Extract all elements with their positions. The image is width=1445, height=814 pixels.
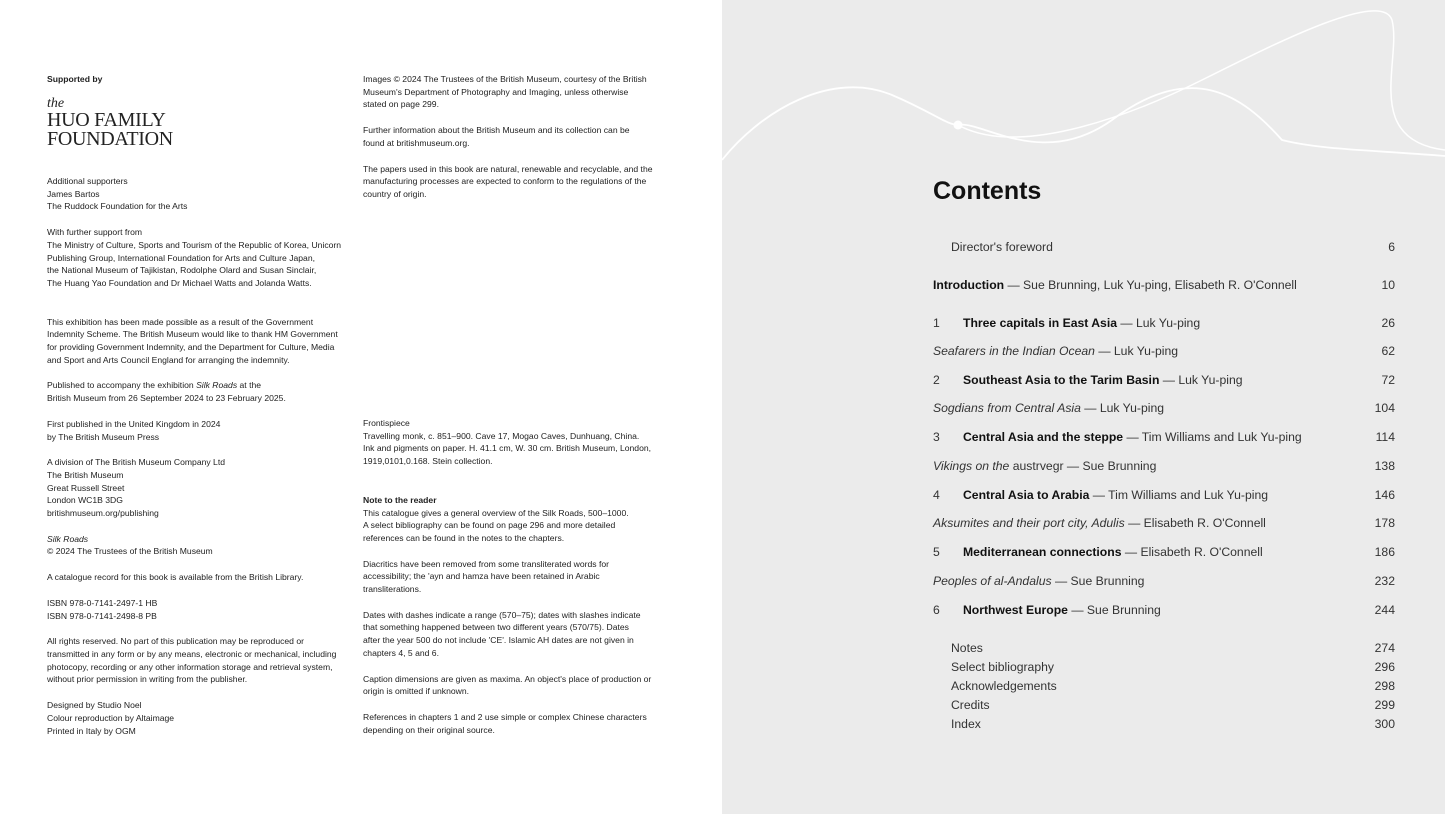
toc-page: 232	[1374, 574, 1395, 588]
toc-page: 274	[1374, 641, 1395, 655]
toc-entry-notes[interactable]	[951, 641, 1395, 655]
text-line: London WC1B 3DG	[47, 495, 123, 506]
toc-authors: — Sue Brunning	[1051, 574, 1145, 588]
toc-title: Sogdians from Central Asia	[933, 401, 1081, 415]
toc-authors: — Sue Brunning	[1067, 603, 1161, 617]
text-line: References in chapters 1 and 2 use simple or complex Chinese characters	[363, 711, 647, 722]
chapter-number: 3	[933, 430, 940, 444]
toc-label: Index	[951, 717, 981, 731]
toc-title: Vikings on the	[933, 459, 1013, 473]
text-line: transmitted in any form or by any means, electronic or mechanical, including	[47, 648, 337, 659]
text-line: Travelling monk, c. 851–900. Cave 17, Mogao Caves, Dunhuang, China.	[363, 430, 640, 441]
text-line: The Ruddock Foundation for the Arts	[47, 201, 188, 212]
chapter-number: 1	[933, 316, 940, 330]
text-line: depending on their original source.	[363, 724, 495, 735]
text-line: Diacritics have been removed from some transliterated words for	[363, 558, 609, 569]
chapter-number: 4	[933, 488, 940, 502]
toc-title: Aksumites and their port city, Adulis	[933, 516, 1125, 530]
toc-label: Notes	[951, 641, 983, 655]
toc-entry-foreword[interactable]	[951, 240, 1395, 254]
isbn-block	[47, 597, 357, 622]
note-heading: Note to the reader	[363, 494, 437, 505]
text-line: The papers used in this book are natural, renewable and recyclable, and the	[363, 163, 653, 174]
toc-entry-chapter-5[interactable]	[933, 545, 1395, 559]
toc-entry-index[interactable]	[951, 717, 1395, 731]
text-line: All rights reserved. No part of this publication may be reproduced or	[47, 636, 304, 647]
huo-family-foundation-logo	[47, 97, 173, 149]
text-line: origin is omitted if unknown.	[363, 686, 470, 697]
published-note	[47, 379, 357, 404]
text-line: Colour reproduction by Altaimage	[47, 712, 175, 723]
text-line: Museum's Department of Photography and Imaging, unless otherwise	[363, 86, 629, 97]
toc-page: 244	[1374, 603, 1395, 617]
exhibition-title: Silk Roads	[196, 380, 238, 391]
contents-title: Contents	[933, 177, 1042, 205]
toc-page: 138	[1374, 459, 1395, 473]
first-published	[47, 418, 357, 443]
toc-page: 146	[1374, 488, 1395, 502]
toc-entry-essay[interactable]	[933, 459, 1395, 473]
toc-page: 10	[1381, 278, 1395, 292]
toc-entry-essay[interactable]	[933, 344, 1395, 358]
text-line: Ink and pigments on paper. H. 41.1 cm, W. 30 cm. British Museum, London,	[363, 443, 652, 454]
middle-column-bottom	[363, 417, 693, 749]
text-line: Printed in Italy by OGM	[47, 725, 136, 736]
text-line: that something happened between two different years (570/75). Dates	[363, 622, 629, 633]
toc-authors: — Luk Yu-ping	[1117, 316, 1201, 330]
caption-note	[363, 673, 693, 698]
toc-authors: — Elisabeth R. O'Connell	[1124, 516, 1266, 530]
toc-page: 299	[1374, 698, 1395, 712]
text-line: The Huang Yao Foundation and Dr Michael Watts and Jolanda Watts.	[47, 277, 312, 288]
text-line: A division of The British Museum Company Ltd	[47, 457, 226, 468]
text-line: With further support from	[47, 227, 143, 238]
toc-page: 298	[1374, 679, 1395, 693]
toc-authors: — Sue Brunning	[1063, 459, 1157, 473]
text-line: stated on page 299.	[363, 99, 439, 110]
toc-page: 26	[1381, 316, 1395, 330]
toc-authors: — Luk Yu-ping	[1094, 344, 1179, 358]
left-column	[47, 73, 357, 86]
toc-page: 62	[1381, 344, 1395, 358]
logo-line1: HUO FAMILY	[47, 109, 166, 131]
text-line: The Ministry of Culture, Sports and Tourism of the Republic of Korea, Unicorn	[47, 239, 342, 250]
toc-authors: — Elisabeth R. O'Connell	[1121, 545, 1263, 559]
logo-line2: FOUNDATION	[47, 128, 173, 150]
chapter-number: 2	[933, 373, 940, 387]
toc-authors: — Luk Yu-ping	[1080, 401, 1165, 415]
toc-entry-introduction[interactable]	[933, 278, 1395, 292]
left-column-body	[47, 175, 357, 750]
toc-page: 296	[1374, 660, 1395, 674]
references-note	[363, 711, 693, 736]
diacritics-note	[363, 558, 693, 596]
frontispiece-caption	[363, 417, 693, 468]
publisher-address	[47, 456, 357, 520]
text-line: Images © 2024 The Trustees of the British Museum, courtesy of the British	[363, 74, 647, 84]
text-line: by The British Museum Press	[47, 431, 160, 442]
toc-entry-essay[interactable]	[933, 516, 1395, 530]
toc-label: Director's foreword	[951, 240, 1053, 254]
text-line: transliterations.	[363, 584, 422, 595]
toc-entry-chapter-6[interactable]	[933, 603, 1395, 617]
text-line: Indemnity Scheme. The British Museum would like to thank HM Government	[47, 329, 338, 340]
text-line: for providing Government Indemnity, and the Department for Culture, Media	[47, 342, 335, 353]
toc-title: Southeast Asia to the Tarim Basin	[963, 373, 1160, 387]
decorative-curve	[722, 0, 1445, 220]
text-line: accessibility; the 'ayn and hamza have been retained in Arabic	[363, 571, 600, 582]
toc-page: 6	[1388, 240, 1395, 254]
toc-entry-chapter-2[interactable]	[933, 373, 1395, 387]
text-line: First published in the United Kingdom in 2024	[47, 418, 221, 429]
dates-note	[363, 609, 693, 660]
toc-title: Seafarers in the Indian Ocean	[933, 344, 1095, 358]
catalogue-record: A catalogue record for this book is available from the British Library.	[47, 572, 304, 583]
text-line: 1919,0101,0.168. Stein collection.	[363, 456, 493, 467]
text-line: This catalogue gives a general overview of the Silk Roads, 500–1000.	[363, 507, 629, 518]
isbn-pb: ISBN 978-0-7141-2498-8 PB	[47, 610, 157, 621]
toc-entry-essay[interactable]	[933, 574, 1395, 588]
toc-title-plain: austrvegr	[1012, 459, 1064, 473]
toc-title: Introduction	[933, 278, 1005, 292]
toc-title: Mediterranean connections	[963, 545, 1122, 559]
rights-reserved	[47, 635, 357, 686]
text-line: Further information about the British Museum and its collection can be	[363, 125, 630, 136]
book-title: Silk Roads	[47, 533, 89, 544]
toc-label: Select bibliography	[951, 660, 1054, 674]
toc-entry-chapter-4[interactable]	[933, 488, 1395, 502]
toc-authors: — Tim Williams and Luk Yu-ping	[1089, 488, 1269, 502]
text-line: and Sport and Arts Council England for arranging the indemnity.	[47, 354, 290, 365]
text-line: British Museum from 26 September 2024 to 23 February 2025.	[47, 393, 286, 404]
chapter-number: 6	[933, 603, 940, 617]
text-line: found at britishmuseum.org.	[363, 137, 470, 148]
toc-entry-chapter-3[interactable]	[933, 430, 1395, 444]
toc-entry-essay[interactable]	[933, 401, 1395, 415]
toc-title: Peoples of al-Andalus	[933, 574, 1052, 588]
further-info	[363, 124, 693, 149]
text-line: manufacturing processes are expected to conform to the regulations of the	[363, 176, 647, 187]
toc-entry-acknowledgements[interactable]	[951, 679, 1395, 693]
toc-page: 300	[1374, 717, 1395, 731]
text-line: © 2024 The Trustees of the British Museum	[47, 546, 213, 557]
text-line: The British Museum	[47, 469, 124, 480]
toc-title: Three capitals in East Asia	[963, 316, 1117, 330]
text-line: chapters 4, 5 and 6.	[363, 647, 439, 658]
design-credits	[47, 699, 357, 737]
toc-entry-credits[interactable]	[951, 698, 1395, 712]
toc-authors: — Sue Brunning, Luk Yu-ping, Elisabeth R. O'Connell	[1004, 278, 1297, 292]
toc-entry-bibliography[interactable]	[951, 660, 1395, 674]
further-support	[47, 226, 357, 290]
text-line: after the year 500 do not include 'CE'. Islamic AH dates are not given in	[363, 635, 634, 646]
supported-by-label: Supported by	[47, 74, 103, 84]
toc-page: 186	[1374, 545, 1395, 559]
toc-page: 178	[1374, 516, 1395, 530]
toc-entry-chapter-1[interactable]	[933, 316, 1395, 330]
text-line: the National Museum of Tajikistan, Rodolphe Olard and Susan Sinclair,	[47, 265, 317, 276]
text-line: James Bartos	[47, 188, 100, 199]
toc-authors: — Luk Yu-ping	[1159, 373, 1243, 387]
logo-the: the	[47, 96, 65, 111]
text-line: This exhibition has been made possible as a result of the Government	[47, 316, 314, 327]
image-credits	[363, 73, 693, 111]
text-line: Designed by Studio Noel	[47, 700, 142, 711]
text-line: at the	[237, 380, 262, 391]
text-line: photocopy, recording or any other information storage and retrieval system,	[47, 661, 333, 672]
text-line: Great Russell Street	[47, 482, 125, 493]
text-line: Published to accompany the exhibition	[47, 380, 197, 391]
toc-title: Central Asia and the steppe	[963, 430, 1124, 444]
note-to-reader	[363, 494, 693, 545]
papers-note	[363, 163, 693, 201]
text-line: Caption dimensions are given as maxima. An object's place of production or	[363, 673, 652, 684]
toc-title: Central Asia to Arabia	[963, 488, 1090, 502]
toc-label: Acknowledgements	[951, 679, 1057, 693]
isbn-hb: ISBN 978-0-7141-2497-1 HB	[47, 597, 158, 608]
chapter-number: 5	[933, 545, 940, 559]
copyright	[47, 533, 357, 558]
middle-column-top	[363, 73, 693, 214]
publisher-url: britishmuseum.org/publishing	[47, 508, 159, 519]
toc-page: 104	[1374, 401, 1395, 415]
text-line: Dates with dashes indicate a range (570–75); dates with slashes indicate	[363, 609, 641, 620]
text-line: Publishing Group, International Foundation for Arts and Culture Japan,	[47, 252, 316, 263]
text-line: Frontispiece	[363, 418, 410, 428]
text-line: Additional supporters	[47, 176, 128, 186]
toc-authors: — Tim Williams and Luk Yu-ping	[1123, 430, 1302, 444]
text-line: references can be found in the notes to the chapters.	[363, 532, 565, 543]
toc-page: 72	[1381, 373, 1395, 387]
text-line: A select bibliography can be found on page 296 and more detailed	[363, 520, 616, 531]
toc-page: 114	[1375, 430, 1395, 444]
toc-label: Credits	[951, 698, 990, 712]
additional-supporters	[47, 175, 357, 213]
indemnity-note	[47, 316, 357, 367]
text-line: country of origin.	[363, 188, 427, 199]
text-line: without prior permission in writing from the publisher.	[47, 674, 248, 685]
toc-title: Northwest Europe	[963, 603, 1068, 617]
